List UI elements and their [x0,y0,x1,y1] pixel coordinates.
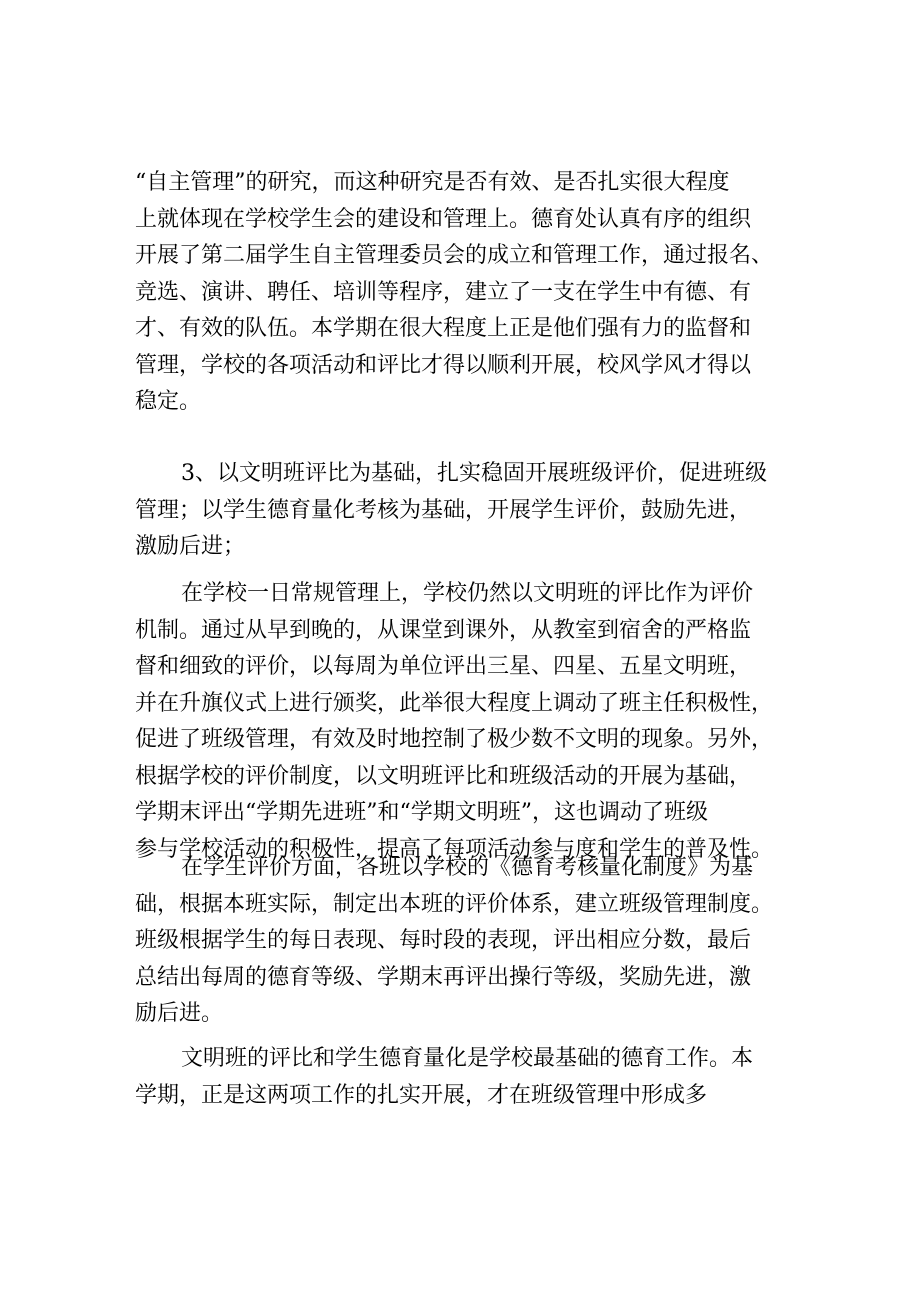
paragraph-self-management [135,165,815,421]
text-line: 参与学校活动的积极性，提高了每项活动参与度和学生的普及性。 [135,836,774,862]
text-line: 学期末评出“学期先进班”和“学期文明班”，这也调动了班级 [135,800,708,825]
text-line: 激励后进； [135,534,246,559]
text-line: 根据学校的评价制度，以文明班评比和班级活动的开展为基础， [135,763,752,789]
paragraph-conclusion [135,1041,815,1114]
text-line: 开展了第二届学生自主管理委员会的成立和管理工作，通过报名、 [135,243,774,268]
text-line: 稳定。 [135,389,202,414]
text-line: 并在升旗仪式上进行颁奖，此举很大程度上调动了班主任积极性， [135,690,774,716]
text-line: 督和细致的评价，以每周为单位评出三星、四星、五星文明班， [135,654,752,679]
paragraph-section-3-heading [135,456,815,566]
text-line: 班级根据学生的每日表现、每时段的表现，评出相应分数，最后 [135,928,752,953]
text-line: 总结出每周的德育等级、学期末再评出操行等级，奖励先进，激 [135,964,752,990]
text-line: 学期，正是这两项工作的扎实开展，才在班级管理中形成多 [135,1082,708,1108]
text-line: 文明班的评比和学生德育量化是学校最基础的德育工作。本 [181,1046,754,1071]
text-line: 在学生评价方面，各班以学校的《德育考核量化制度》为基 [181,855,754,880]
text-line: 才、有效的队伍。本学期在很大程度上正是他们强有力的监督和 [135,316,752,341]
paragraph-daily-routine-management [135,576,815,868]
text-line: 管理；以学生德育量化考核为基础，开展学生评价，鼓励先进， [135,497,752,523]
text-line: “自主管理”的研究，而这种研究是否有效、是否扎实很大程度 [135,170,730,195]
text-line: 在学校一日常规管理上，学校仍然以文明班的评比作为评价 [181,581,754,606]
text-line: 励后进。 [135,1001,224,1026]
text-line: 管理，学校的各项活动和评比才得以顺利开展，校风学风才得以 [135,352,752,378]
text-line: 竞选、演讲、聘任、培训等程序，建立了一支在学生中有德、有 [135,279,752,305]
text-line: 3、以文明班评比为基础，扎实稳固开展班级评价，促进班级 [181,461,767,486]
paragraph-student-evaluation [135,850,815,1033]
text-line: 上就体现在学校学生会的建设和管理上。德育处认真有序的组织 [135,206,752,232]
text-line: 础，根据本班实际，制定出本班的评价体系，建立班级管理制度。 [135,891,774,917]
text-line: 促进了班级管理，有效及时地控制了极少数不文明的现象。另外， [135,727,774,752]
text-line: 机制。通过从早到晚的，从课堂到课外，从教室到宿舍的严格监 [135,617,752,643]
